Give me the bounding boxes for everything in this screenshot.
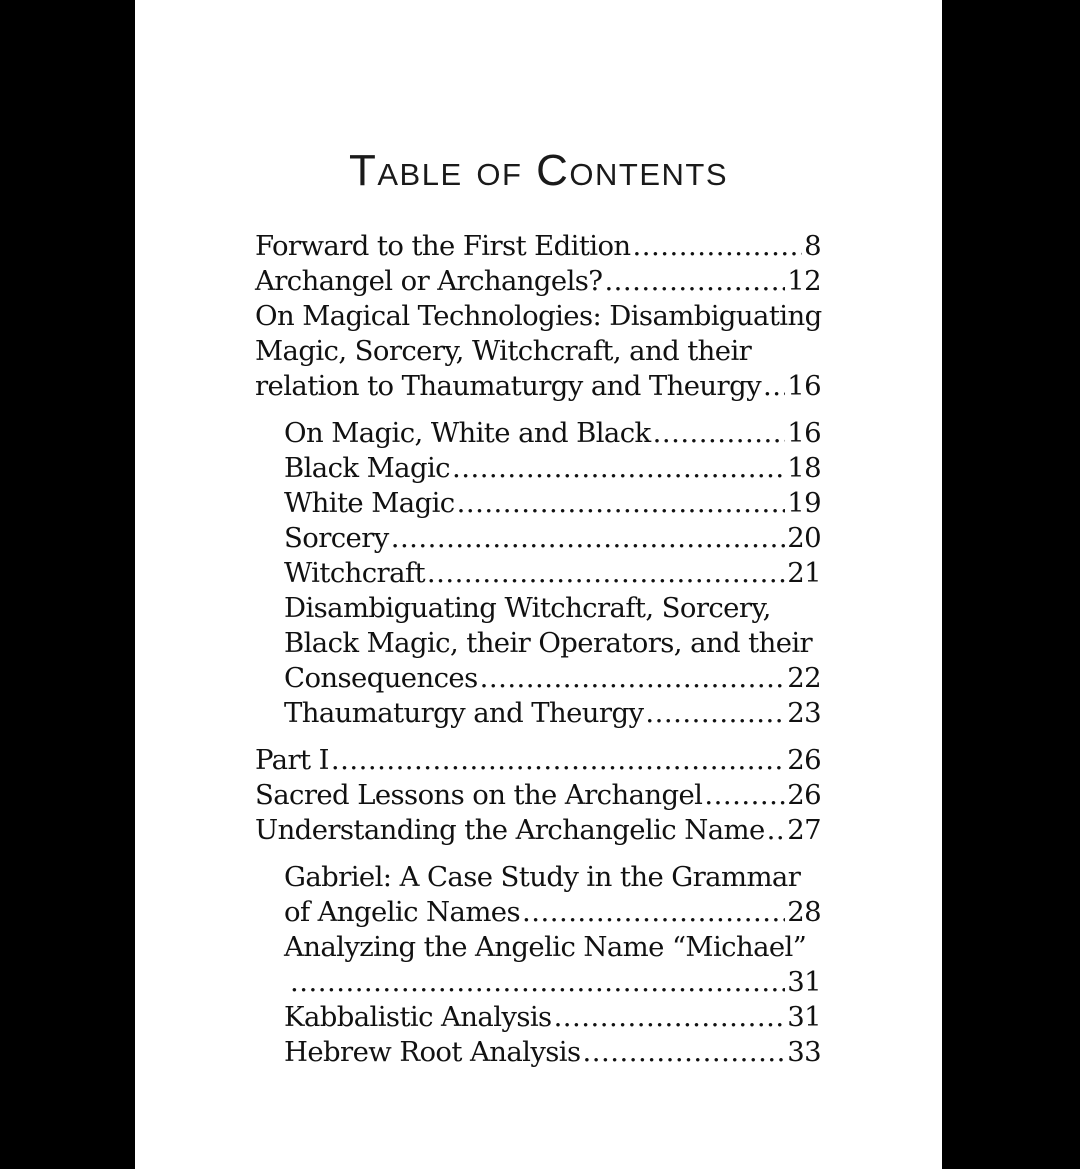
dot-leader xyxy=(767,813,786,848)
toc-page-number: 21 xyxy=(787,557,821,589)
toc-entry-title: relation to Thaumaturgy and Theurgy xyxy=(255,370,762,402)
toc-entry[interactable] xyxy=(255,778,821,813)
toc-entry-title: Witchcraft xyxy=(284,557,425,589)
toc-entry[interactable] xyxy=(255,229,821,264)
toc-entry-line: Magic, Sorcery, Witchcraft, and their xyxy=(255,335,752,367)
toc-subentry[interactable] xyxy=(255,1035,821,1070)
dot-leader xyxy=(427,556,785,591)
toc-entry-title: Understanding the Archangelic Name xyxy=(255,814,765,846)
toc-subentry[interactable] xyxy=(255,1000,821,1035)
toc-page-number: 12 xyxy=(787,265,821,297)
dot-leader xyxy=(645,696,785,731)
toc-entry[interactable] xyxy=(255,813,821,848)
toc-entry-title: Consequences xyxy=(284,662,478,694)
toc-page-number: 19 xyxy=(787,487,821,519)
toc-entry-title: Hebrew Root Analysis xyxy=(284,1036,581,1068)
toc-entry-title: Archangel or Archangels? xyxy=(255,265,603,297)
dot-leader xyxy=(452,451,785,486)
toc-subentry[interactable] xyxy=(255,451,821,486)
toc-subentry[interactable] xyxy=(255,556,821,591)
toc-subentry[interactable] xyxy=(255,521,821,556)
toc-entry-line: Gabriel: A Case Study in the Grammar xyxy=(284,861,801,893)
dot-leader xyxy=(653,416,786,451)
toc-entry-line: Disambiguating Witchcraft, Sorcery, xyxy=(284,592,771,624)
toc-entry-title: Sacred Lessons on the Archangel xyxy=(255,779,703,811)
toc-page-number: 16 xyxy=(787,417,821,449)
toc-entry-title: Thaumaturgy and Theurgy xyxy=(284,697,644,729)
toc-entry-line: Analyzing the Angelic Name “Michael” xyxy=(284,931,807,963)
toc-page-number: 23 xyxy=(787,697,821,729)
toc-page-number: 8 xyxy=(804,230,821,262)
toc-entry-line: Black Magic, their Operators, and their xyxy=(284,627,813,659)
toc-subentry[interactable] xyxy=(255,486,821,521)
toc-page-number: 16 xyxy=(787,370,821,402)
toc-entry[interactable] xyxy=(255,743,821,778)
dot-leader xyxy=(554,1000,786,1035)
toc-subentry[interactable] xyxy=(255,416,821,451)
toc-entry-line: On Magical Technologies: Disambiguating xyxy=(255,300,822,332)
toc-entry-title: Forward to the First Edition xyxy=(255,230,631,262)
toc-entry-title: On Magic, White and Black xyxy=(284,417,651,449)
toc-entry[interactable] xyxy=(255,299,821,404)
dot-leader xyxy=(604,264,785,299)
dot-leader xyxy=(583,1035,786,1070)
toc-page-number: 20 xyxy=(787,522,821,554)
table-of-contents xyxy=(255,229,821,1070)
dot-leader xyxy=(633,229,803,264)
toc-entry-title: Sorcery xyxy=(284,522,389,554)
toc-entry-title: Black Magic xyxy=(284,452,450,484)
toc-page-number: 26 xyxy=(787,744,821,776)
toc-entry[interactable] xyxy=(255,264,821,299)
toc-page-number: 28 xyxy=(787,896,821,928)
toc-page-number: 26 xyxy=(787,779,821,811)
toc-entry-title: Part I xyxy=(255,744,329,776)
toc-page-number: 33 xyxy=(787,1036,821,1068)
toc-entry-title: of Angelic Names xyxy=(284,896,520,928)
toc-subentry[interactable] xyxy=(255,860,821,930)
toc-subentry[interactable] xyxy=(255,591,821,696)
toc-subentry[interactable] xyxy=(255,696,821,731)
toc-page-number: 27 xyxy=(787,814,821,846)
toc-page-number: 31 xyxy=(787,1001,821,1033)
dot-leader xyxy=(704,778,785,813)
toc-page-number: 18 xyxy=(787,452,821,484)
toc-subentry[interactable] xyxy=(255,930,821,1000)
page-title: Table of Contents xyxy=(348,146,729,195)
dot-leader xyxy=(391,521,786,556)
dot-leader xyxy=(457,486,786,521)
toc-page-number: 22 xyxy=(787,662,821,694)
toc-entry-title: Kabbalistic Analysis xyxy=(284,1001,552,1033)
book-page xyxy=(135,0,942,1169)
dot-leader xyxy=(763,369,785,404)
dot-leader xyxy=(480,661,786,696)
dot-leader xyxy=(331,743,785,778)
dot-leader xyxy=(290,965,785,1000)
dot-leader xyxy=(522,895,785,930)
toc-entry-title: White Magic xyxy=(284,487,455,519)
toc-page-number: 31 xyxy=(787,966,821,998)
